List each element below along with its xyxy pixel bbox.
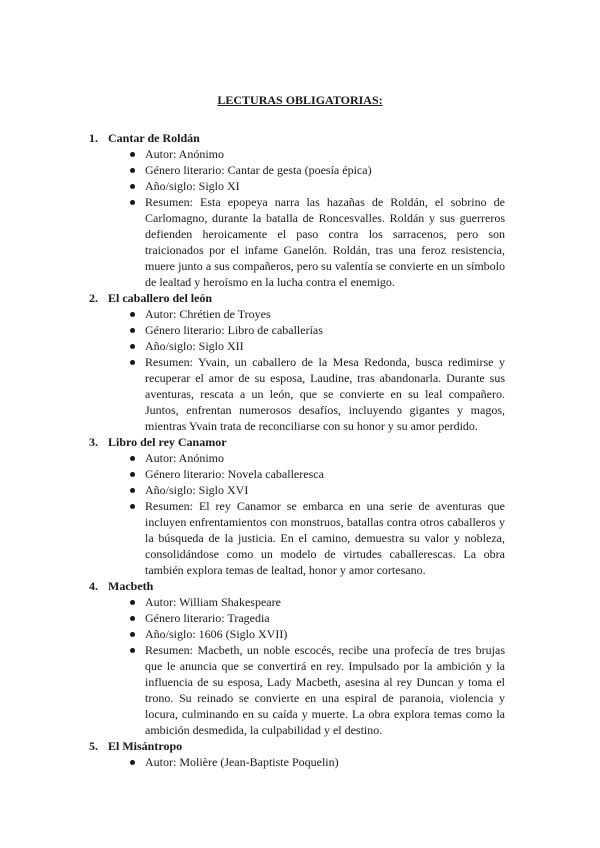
work-heading [0,434,600,450]
detail-author: Autor: William Shakespeare [0,594,600,610]
work-title: Libro del rey Canamor [108,435,227,449]
reading-list [0,130,600,770]
detail-genre: Género literario: Tragedia [0,610,600,626]
detail-summary: Resumen: El rey Canamor se embarca en una serie de aventuras que incluyen enfrentamientos con monstruos, batallas contra otros caballeros y la búsqueda de la justicia. En el camino, demuestra su valor y nobleza, consolidándose como un modelo de virtudes caballerescas. La obra también explora temas de lealtad, honor y amor cortesano. [0,498,600,578]
work-heading [0,578,600,594]
detail-author: Autor: Molière (Jean-Baptiste Poquelin) [0,754,600,770]
bullet-icon [130,488,135,493]
work-number: 3. [89,435,98,449]
detail-summary: Resumen: Esta epopeya narra las hazañas de Roldán, el sobrino de Carlomagno, durante la batalla de Roncesvalles. Roldán y sus guerreros defienden heroicamente el paso contra los sarracenos, pero son traicionados por el infame Ganelón. Roldán, tras una feroz resistencia, muere junto a sus compañeros, pero su valentía se convierte en un símbolo de lealtad y heroísmo en la lucha contra el enemigo. [0,194,600,290]
bullet-icon [130,648,135,653]
bullet-icon [130,312,135,317]
detail-author: Autor: Chrétien de Troyes [0,306,600,322]
bullet-icon [130,760,135,765]
detail-year: Año/siglo: Siglo XI [0,178,600,194]
work-number: 5. [89,739,98,753]
bullet-icon [130,504,135,509]
bullet-icon [130,632,135,637]
work-number: 4. [89,579,98,593]
work-number: 2. [89,291,98,305]
detail-year: Año/siglo: Siglo XVI [0,482,600,498]
work-heading [0,738,600,754]
work-details [0,594,600,738]
bullet-icon [130,152,135,157]
work-details [0,306,600,434]
bullet-icon [130,472,135,477]
work-item [0,578,600,738]
bullet-icon [130,600,135,605]
work-details [0,450,600,578]
detail-genre: Género literario: Novela caballeresca [0,466,600,482]
detail-summary: Resumen: Yvain, un caballero de la Mesa Redonda, busca redimirse y recuperar el amor de su esposa, Laudine, tras abandonarla. Durante sus aventuras, rescata a un león, que se convierte en su leal compañero. Juntos, enfrentan numerosos desafíos, incluyendo gigantes y magos, mientras Yvain trata de reconciliarse con su honor y su amor perdido. [0,354,600,434]
detail-author: Autor: Anónimo [0,450,600,466]
work-item [0,434,600,578]
bullet-icon [130,200,135,205]
bullet-icon [130,184,135,189]
bullet-icon [130,168,135,173]
work-title: El Misántropo [108,739,183,753]
detail-genre: Género literario: Libro de caballerías [0,322,600,338]
work-item [0,130,600,290]
bullet-icon [130,360,135,365]
bullet-icon [130,328,135,333]
work-heading [0,290,600,306]
work-title: Macbeth [108,579,154,593]
work-details [0,754,600,770]
detail-year: Año/siglo: 1606 (Siglo XVII) [0,626,600,642]
bullet-icon [130,344,135,349]
work-heading [0,130,600,146]
work-number: 1. [89,131,98,145]
detail-summary: Resumen: Macbeth, un noble escocés, recibe una profecía de tres brujas que le anuncia que se convertirá en rey. Impulsado por la ambición y la influencia de su esposa, Lady Macbeth, asesina al rey Duncan y toma el trono. Su reinado se convierte en una espiral de paranoia, violencia y locura, culminando en su caída y muerte. La obra explora temas como la ambición desmedida, la culpabilidad y el destino. [0,642,600,738]
detail-year: Año/siglo: Siglo XII [0,338,600,354]
work-item [0,290,600,434]
detail-author: Autor: Anónimo [0,146,600,162]
work-item [0,738,600,770]
page-title: LECTURAS OBLIGATORIAS: [217,93,383,107]
work-title: El caballero del león [108,291,213,305]
work-details [0,146,600,290]
bullet-icon [130,456,135,461]
work-title: Cantar de Roldán [108,131,200,145]
detail-genre: Género literario: Cantar de gesta (poesía épica) [0,162,600,178]
bullet-icon [130,616,135,621]
